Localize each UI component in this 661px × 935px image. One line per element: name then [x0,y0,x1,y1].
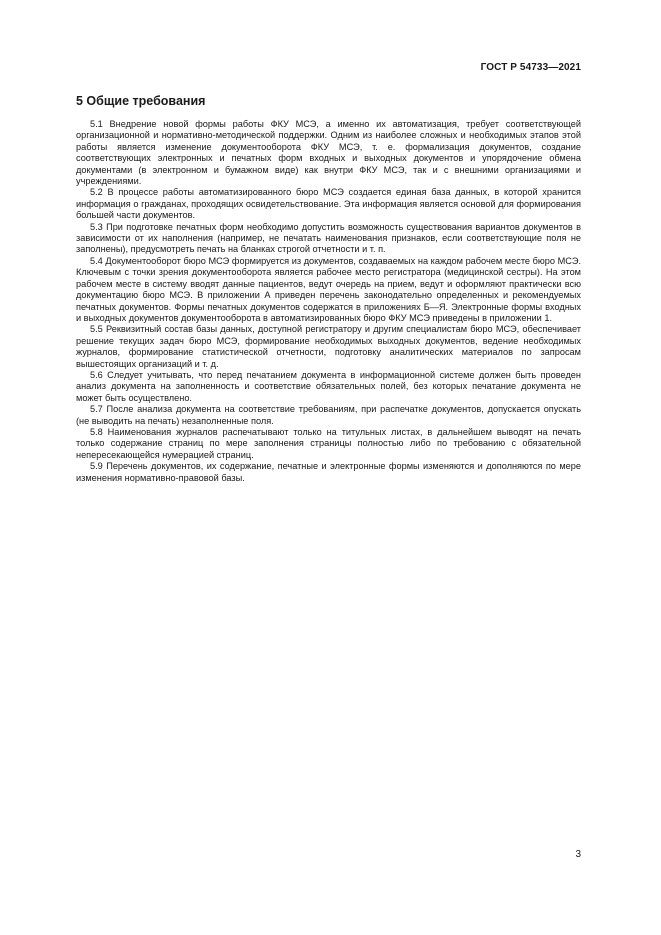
section-title: 5 Общие требования [76,94,206,108]
paragraph-5-1: 5.1 Внедрение новой формы работы ФКУ МСЭ, а именно их автоматизация, требует соответствующей организационной и нормативно-методической поддержки. Одним из наиболее сложных и необходимых этапов этой работы является изменение документооборота ФКУ МСЭ, т. е. формализация документов, создание соответствующих электронных и печатных форм входных и выходных документов и упорядочение обмена документами (в электронном и бумажном виде) как внутри ФКУ МСЭ, так и с внешними организациями и учреждениями. [76,119,581,187]
paragraph-5-8: 5.8 Наименования журналов распечатывают только на титульных листах, в дальнейшем выводят на печать только содержание страниц по мере заполнения страницы полностью либо по требованию с обязательной непересекающейся нумерацией страниц. [76,426,581,460]
paragraph-5-3: 5.3 При подготовке печатных форм необходимо допустить возможность существования вариантов документов в зависимости от их наполнения (например, не печатать наименования признаков, если соответствующие поля не заполнены), предусмотреть печать на бланках строгой отчетности и т. п. [76,221,581,255]
paragraph-5-5: 5.5 Реквизитный состав базы данных, доступной регистратору и другим специалистам бюро МСЭ, обеспечивает решение текущих задач бюро МСЭ, формирование необходимых выходных документов, ведение необходимых журналов, формирование статистической отчетности, подготовку аналитических материалов по запросам вышестоящих организаций и т. д. [76,324,581,369]
paragraph-5-7: 5.7 После анализа документа на соответствие требованиям, при распечатке документов, допускается опускать (не выводить на печать) незаполненные поля. [76,404,581,426]
page-number: 3 [575,849,581,860]
paragraph-5-9: 5.9 Перечень документов, их содержание, печатные и электронные формы изменяются и дополняются по мере изменения нормативно-правовой базы. [76,461,581,483]
paragraph-5-6: 5.6 Следует учитывать, что перед печатанием документа в информационной системе должен быть проведен анализ документа на заполненность и соответствие обязательных полей, без которых печатание документа не может быть осуществлено. [76,369,581,403]
paragraph-5-2: 5.2 В процессе работы автоматизированного бюро МСЭ создается единая база данных, в которой хранится информация о гражданах, проходящих освидетельствование. Эта информация является основой для формирования большей части документов. [76,187,581,221]
paragraph-5-4: 5.4 Документооборот бюро МСЭ формируется из документов, создаваемых на каждом рабочем месте бюро МСЭ. Ключевым с точки зрения документооборота является рабочее место регистратора (медицинской сестры). На этом рабочем месте в систему вводят данные пациентов, ведут очередь на прием, ведут и оформляют практически всю документацию бюро МСЭ. В приложении А приведен перечень законодательно определенных и рекомендуемых печатных документов. Формы печатных документов содержатся в приложениях Б—Я. Электронные формы входных и выходных документов документооборота в автоматизированных бюро ФКУ МСЭ приведены в приложении 1. [76,255,581,323]
document-code: ГОСТ Р 54733—2021 [480,62,581,73]
section-content [76,94,581,484]
